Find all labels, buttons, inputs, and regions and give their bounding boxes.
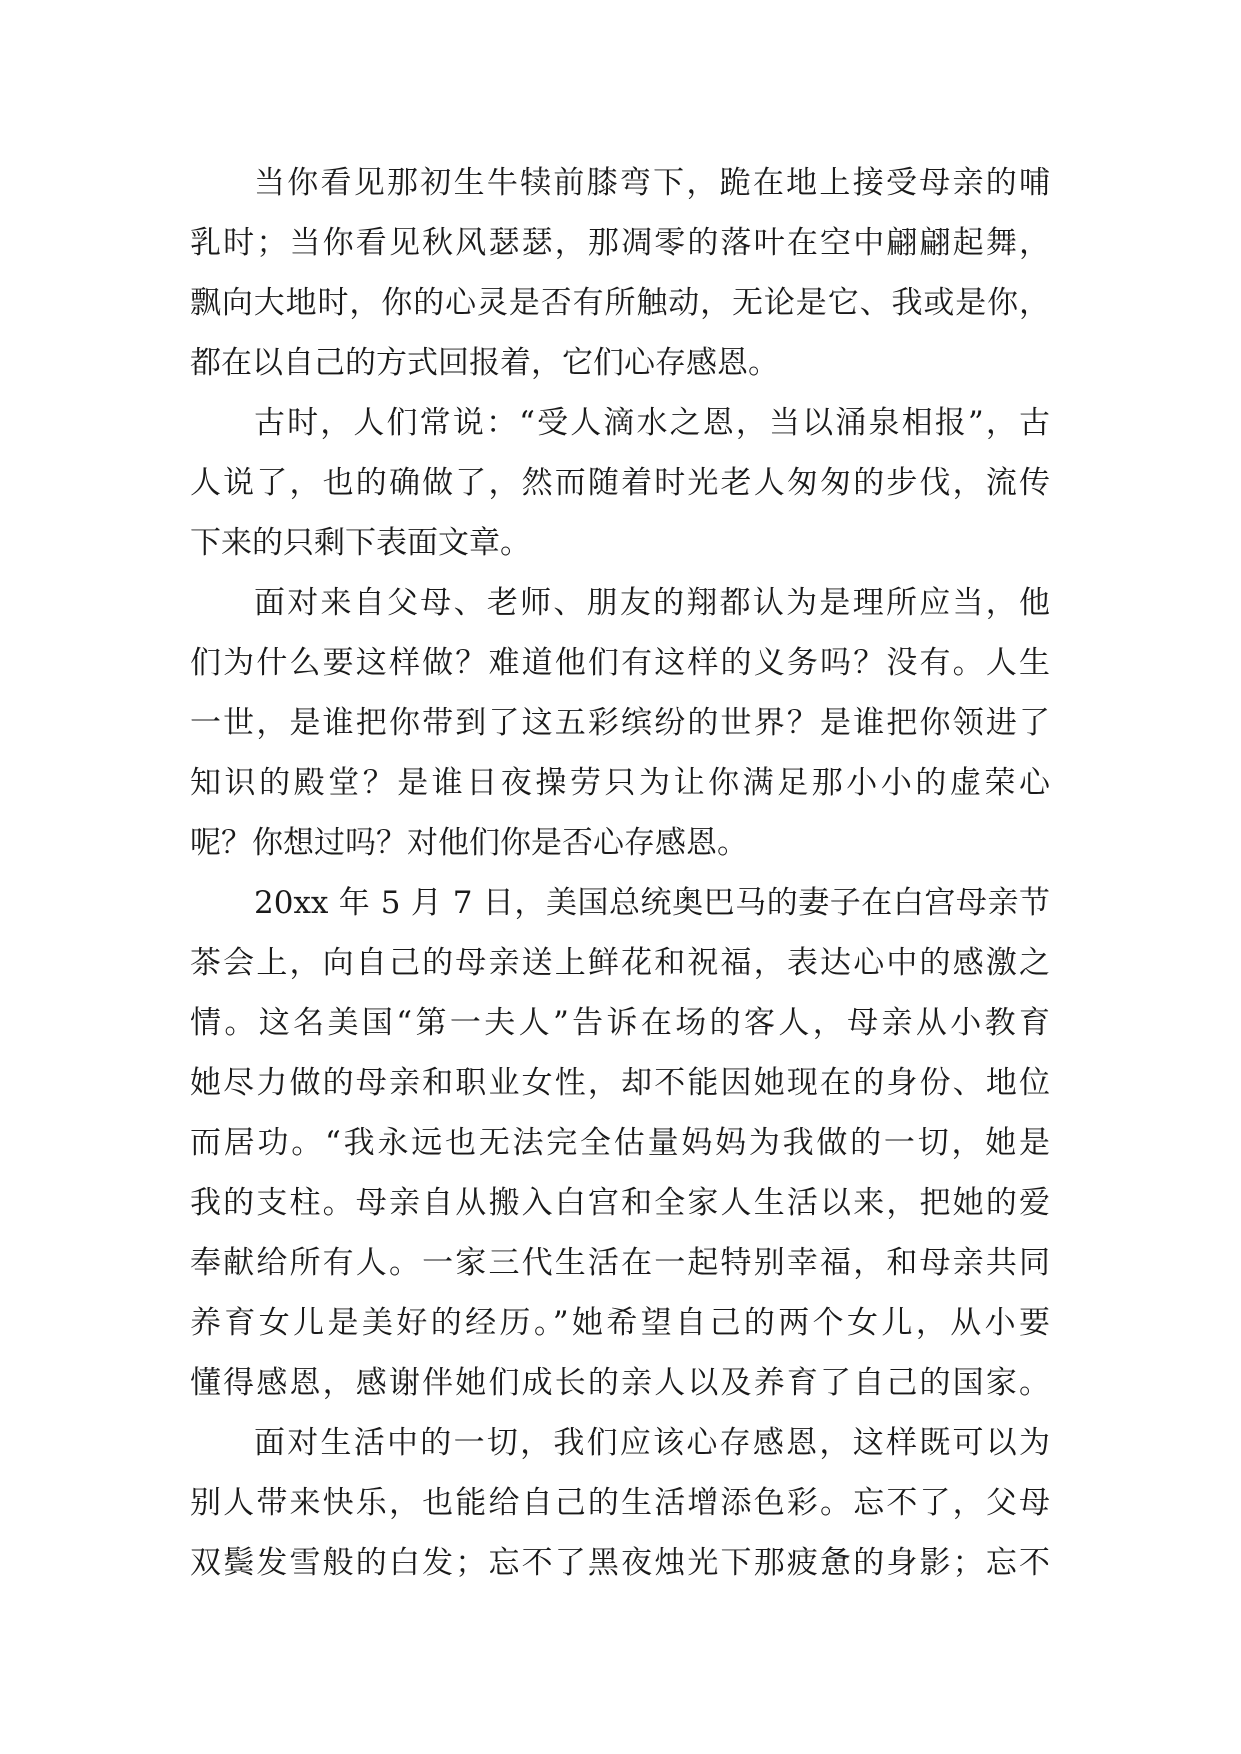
- text-line: 她尽力做的母亲和职业女性，却不能因她现在的身份、地位: [190, 1065, 1050, 1101]
- text-line: 一世，是谁把你带到了这五彩缤纷的世界？是谁把你领进了: [190, 705, 1050, 741]
- text-line: 养育女儿是美好的经历。”她希望自己的两个女儿，从小要: [190, 1305, 1050, 1341]
- text-line: 知识的殿堂？是谁日夜操劳只为让你满足那小小的虚荣心: [190, 765, 1050, 801]
- text-line: 我的支柱。母亲自从搬入白宫和全家人生活以来，把她的爱: [190, 1185, 1050, 1221]
- text-line: 飘向大地时，你的心灵是否有所触动，无论是它、我或是你，: [190, 285, 1050, 321]
- text-line: 当你看见那初生牛犊前膝弯下，跪在地上接受母亲的哺: [254, 165, 1050, 201]
- text-line: 下来的只剩下表面文章。: [190, 525, 531, 561]
- text-line: 面对来自父母、老师、朋友的翔都认为是理所应当，他: [254, 585, 1050, 621]
- text-line: 茶会上，向自己的母亲送上鲜花和祝福，表达心中的感激之: [190, 945, 1050, 981]
- text-line: 而居功。“我永远也无法完全估量妈妈为我做的一切，她是: [190, 1125, 1050, 1161]
- text-line: 人说了，也的确做了，然而随着时光老人匆匆的步伐，流传: [190, 465, 1050, 501]
- text-line: 懂得感恩，感谢伴她们成长的亲人以及养育了自己的国家。: [190, 1365, 1050, 1401]
- text-line: 20xx 年 5 月 7 日，美国总统奥巴马的妻子在白宫母亲节: [254, 885, 1050, 921]
- text-line: 面对生活中的一切，我们应该心存感恩，这样既可以为: [254, 1425, 1050, 1461]
- text-line: 乳时；当你看见秋风瑟瑟，那凋零的落叶在空中翩翩起舞，: [190, 225, 1050, 261]
- text-line: 别人带来快乐，也能给自己的生活增添色彩。忘不了，父母: [190, 1485, 1050, 1521]
- text-line: 都在以自己的方式回报着，它们心存感恩。: [190, 345, 779, 381]
- text-line: 们为什么要这样做？难道他们有这样的义务吗？没有。人生: [190, 645, 1050, 681]
- text-line: 奉献给所有人。一家三代生活在一起特别幸福，和母亲共同: [190, 1245, 1050, 1281]
- text-line: 古时，人们常说：“受人滴水之恩，当以涌泉相报”，古: [254, 405, 1050, 441]
- text-line: 呢？你想过吗？对他们你是否心存感恩。: [190, 825, 748, 861]
- text-line: 情。这名美国“第一夫人”告诉在场的客人，母亲从小教育: [190, 1005, 1050, 1041]
- text-line: 双鬓发雪般的白发；忘不了黑夜烛光下那疲惫的身影；忘不: [190, 1545, 1050, 1581]
